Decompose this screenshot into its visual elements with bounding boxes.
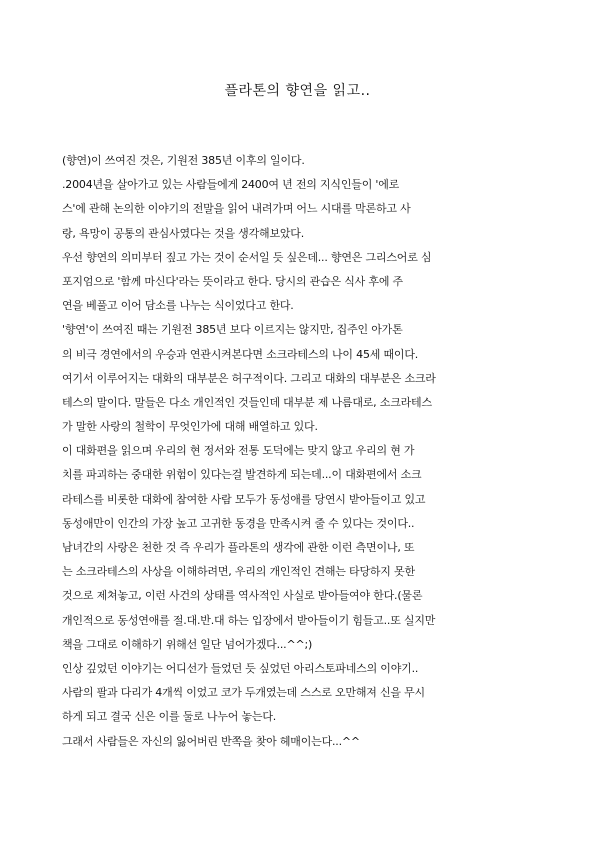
text-line: 여기서 이루어지는 대화의 대부분은 허구적이다. 그리고 대화의 대부분은 소크라 <box>62 371 436 385</box>
text-line: 라테스를 비롯한 대화에 참여한 사람 모두가 동성애를 당연시 받아들이고 있고 <box>62 492 426 506</box>
text-line: 포지엄으로 '함께 마신다'라는 뜻이라고 한다. 당시의 관습은 식사 후에 주 <box>62 274 403 288</box>
text-line: 는 소크라테스의 사상을 이해하려면, 우리의 개인적인 견해는 타당하지 못한 <box>62 565 415 579</box>
text-line: 개인적으로 동성연애를 절.대.반.대 하는 입장에서 받아들이기 힘들고..또 실지만 <box>62 613 436 627</box>
text-line: 사람의 팔과 다리가 4개씩 이었고 코가 두개였는데 스스로 오만해져 신을 무시 <box>62 686 425 700</box>
text-line: 책을 그대로 이해하기 위해선 일단 넘어가겠다...^^;) <box>62 637 313 651</box>
text-line: 그래서 사람들은 자신의 잃어버린 반쪽을 찾아 헤매이는다...^^ <box>62 734 360 748</box>
text-line: 남녀간의 사랑은 천한 것 즉 우리가 플라톤의 생각에 관한 이런 측면이나, 또 <box>62 541 415 554</box>
text-line: 인상 깊었던 이야기는 어디선가 들었던 듯 싶었던 아리스토파네스의 이야기.. <box>62 661 419 675</box>
text-line: 의 비극 경연에서의 우승과 연관시켜본다면 소크라테스의 나이 45세 때이다. <box>62 347 419 361</box>
text-line: 스'에 관해 논의한 이야기의 전말을 읽어 내려가며 어느 시대를 막론하고 사 <box>62 202 411 216</box>
text-line: 치를 파괴하는 중대한 위험이 있다는걸 발견하게 되는데...이 대화편에서 소크 <box>62 468 422 482</box>
document-body <box>62 149 540 754</box>
text-line: 이 대화편을 읽으며 우리의 현 정서와 전통 도덕에는 맞지 않고 우리의 현 가 <box>62 444 415 458</box>
text-line: 동성애만이 인간의 가장 높고 고귀한 동경을 만족시켜 줄 수 있다는 것이다.. <box>62 516 415 530</box>
text-line: 하게 되고 결국 신은 이를 둘로 나누어 놓는다. <box>62 710 277 724</box>
text-line: 것으로 제쳐놓고, 이런 사건의 상태를 역사적인 사실로 받아들여야 한다.(물론 <box>62 589 423 603</box>
text-line: 우선 향연의 의미부터 짚고 가는 것이 순서일 듯 싶은데... 향연은 그리스어로 심 <box>62 250 432 264</box>
text-line: 가 말한 사랑의 철학이 무엇인가에 대해 배열하고 있다. <box>62 420 318 434</box>
text-line: .2004년을 살아가고 있는 사람들에게 2400여 년 전의 지식인들이 '에로 <box>62 178 400 192</box>
text-line: 테스의 말이다. 말들은 다소 개인적인 것들인데 대부분 제 나름대로, 소크라테스 <box>62 395 432 409</box>
text-line: (향연)이 쓰여진 것은, 기원전 385년 이후의 일이다. <box>62 154 305 167</box>
text-line: '향연'이 쓰여진 때는 기원전 385년 보다 이르지는 않지만, 집주인 아가톤 <box>62 323 403 337</box>
text-line: 랑, 욕망이 공통의 관심사였다는 것을 생각해보았다. <box>62 226 305 240</box>
document-title: 플라톤의 향연을 읽고.. <box>224 83 371 99</box>
text-line: 연을 베풀고 이어 담소를 나누는 식이었다고 한다. <box>62 299 294 313</box>
